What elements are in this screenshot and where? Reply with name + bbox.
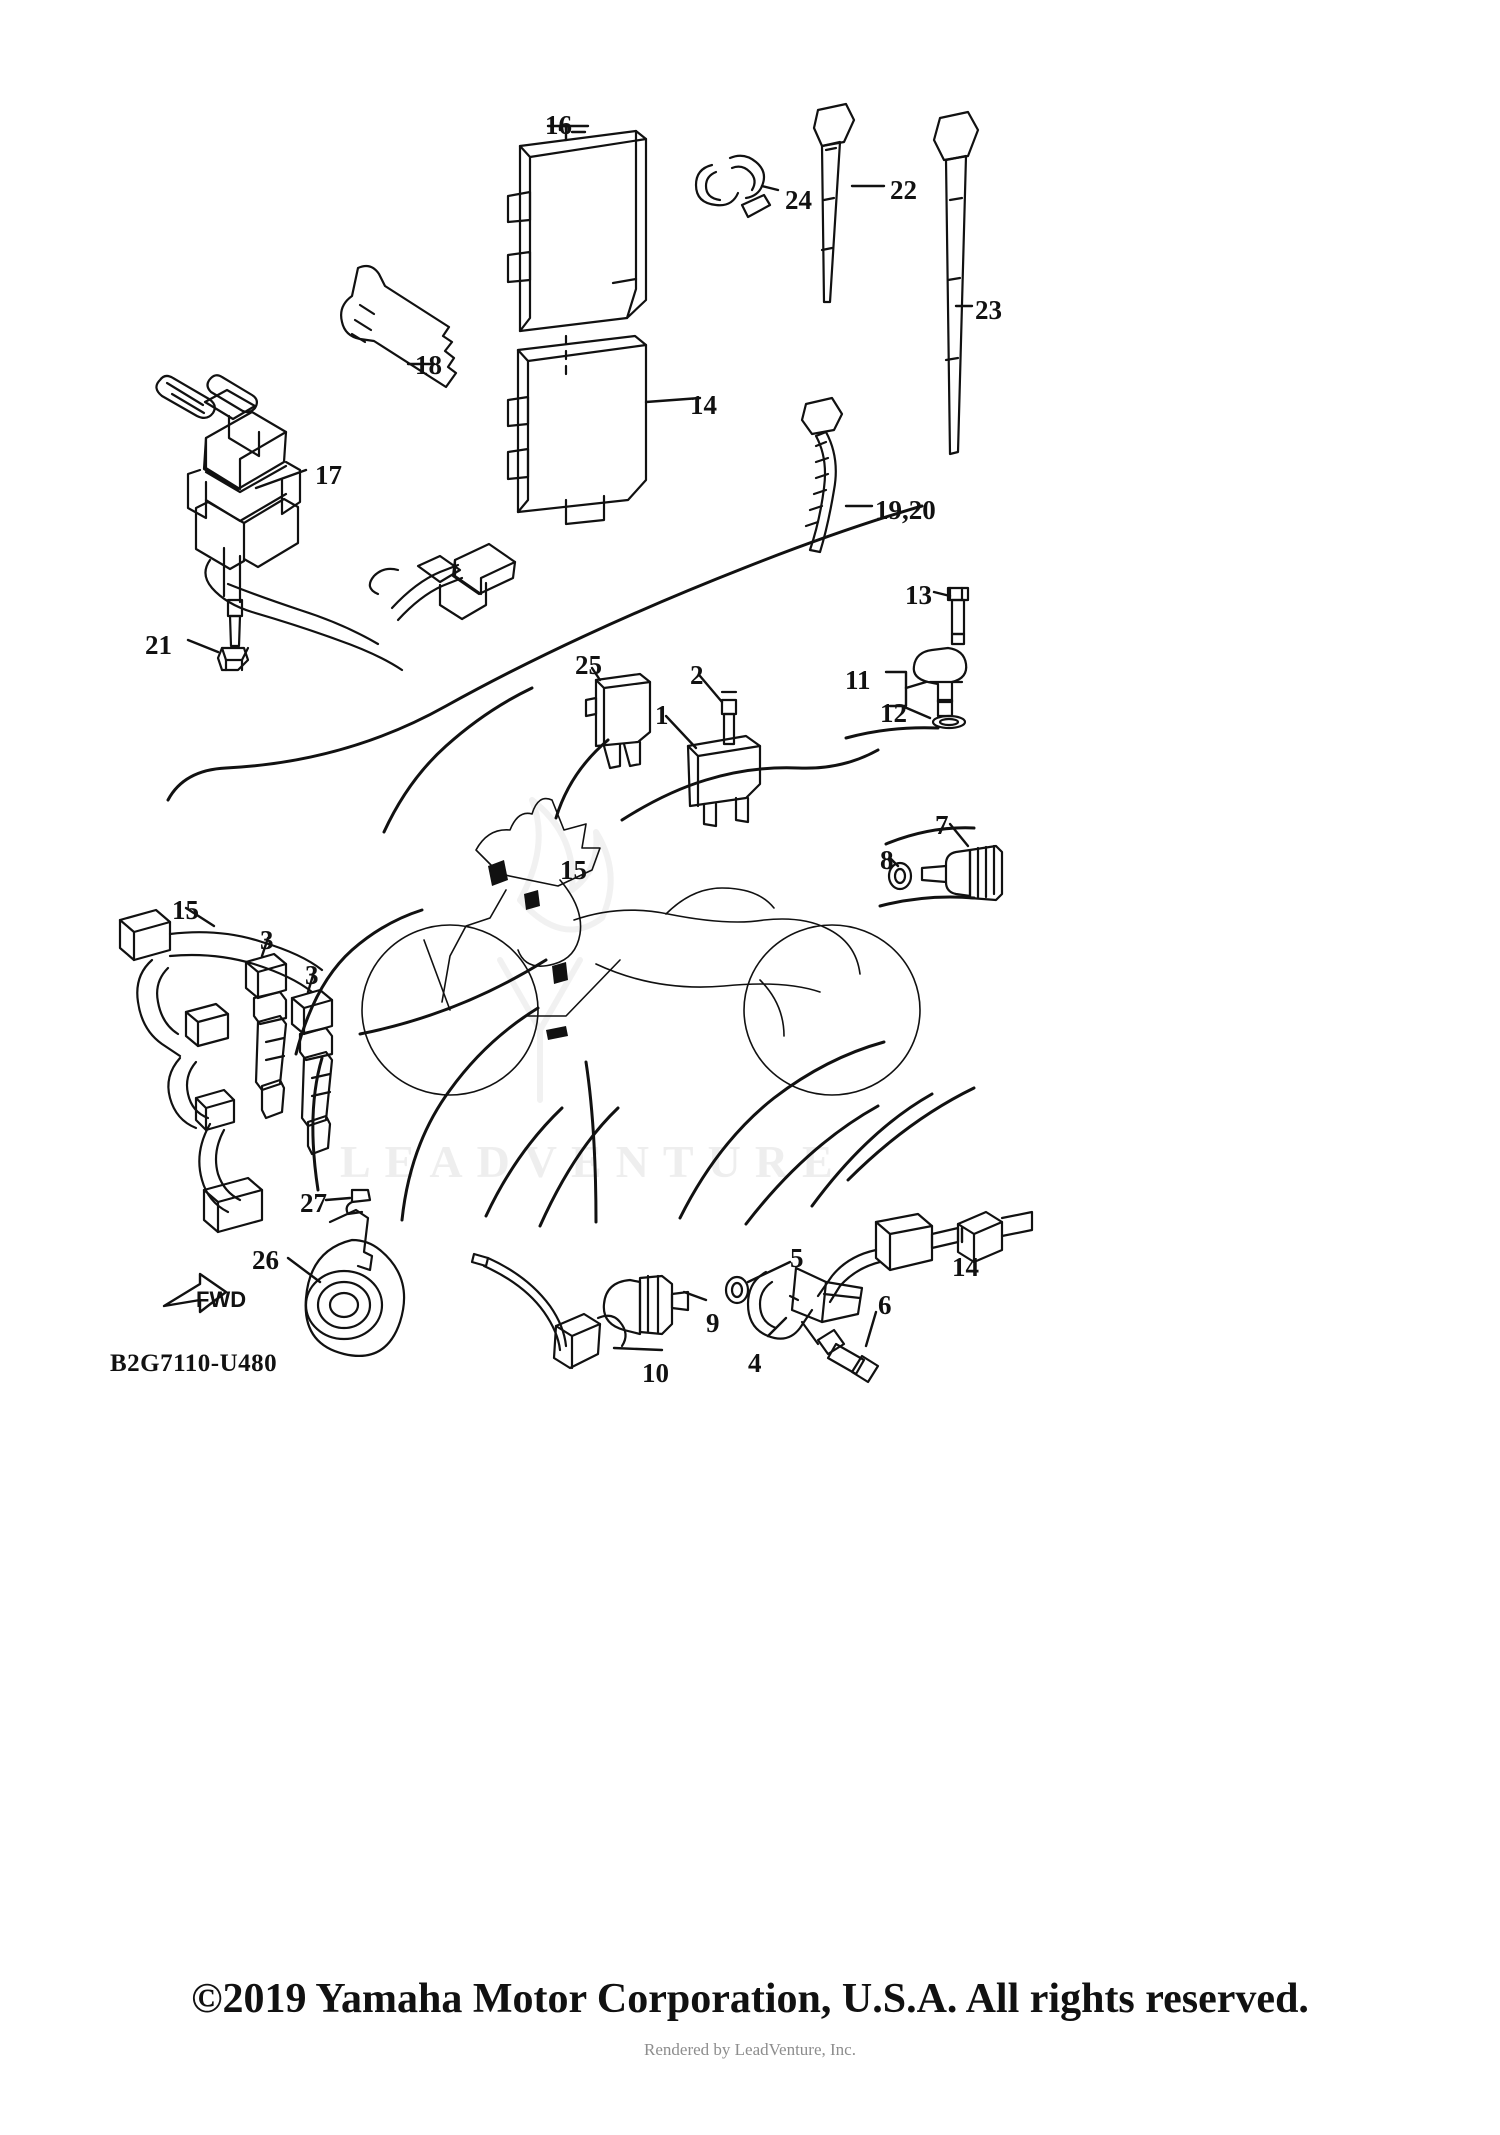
callout-24: 24: [785, 185, 812, 215]
callout-14-lower: 14: [952, 1252, 979, 1282]
callout-8: 8: [880, 845, 894, 875]
callout-4: 4: [748, 1348, 762, 1378]
callout-13: 13: [905, 580, 932, 610]
callout-22: 22: [890, 175, 917, 205]
part-code: B2G7110-U480: [110, 1350, 278, 1377]
callout-19-20: 19,20: [875, 495, 936, 525]
callout-11: 11: [845, 665, 871, 695]
callout-10: 10: [642, 1358, 669, 1388]
callout-27: 27: [300, 1188, 327, 1218]
callout-15-left: 15: [172, 895, 199, 925]
watermark-text: LEADVENTURE: [340, 1136, 847, 1187]
callout-15-center: 15: [560, 855, 587, 885]
callout-16: 16: [545, 110, 572, 140]
callout-25: 25: [575, 650, 602, 680]
callout-9: 9: [706, 1308, 720, 1338]
copyright-notice: ©2019 Yamaha Motor Corporation, U.S.A. All rights reserved.: [191, 1976, 1309, 2022]
fwd-label: FWD: [196, 1287, 247, 1312]
callout-14-upper: 14: [690, 390, 717, 420]
rendered-by-notice: Rendered by LeadVenture, Inc.: [644, 2040, 856, 2059]
callout-3-a: 3: [260, 925, 274, 955]
callout-6: 6: [878, 1290, 892, 1320]
callout-3-b: 3: [305, 960, 319, 990]
callout-18: 18: [415, 350, 442, 380]
callout-21: 21: [145, 630, 172, 660]
callout-12: 12: [880, 698, 907, 728]
callout-23: 23: [975, 295, 1002, 325]
callout-2: 2: [690, 660, 704, 690]
callout-1: 1: [655, 700, 669, 730]
callout-17: 17: [315, 460, 342, 490]
callout-5: 5: [790, 1243, 804, 1273]
callout-7: 7: [935, 810, 949, 840]
callout-26: 26: [252, 1245, 279, 1275]
